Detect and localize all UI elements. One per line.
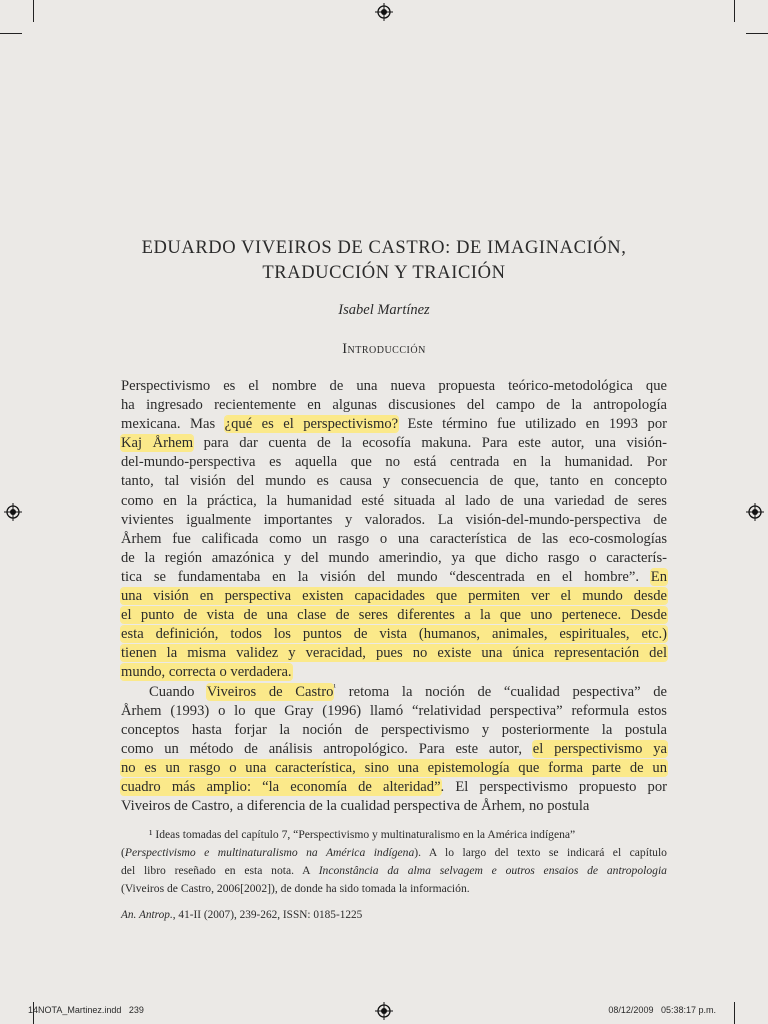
body-line <box>121 415 667 434</box>
body-line <box>121 759 667 778</box>
text-run: del libro reseñado en esta nota. A <box>121 863 319 877</box>
registration-mark-icon <box>375 3 393 21</box>
text-run: . El perspectivismo propuesto por <box>440 778 667 795</box>
footnote <box>121 826 667 898</box>
text-run: Århem (1993) o lo que Gray (1996) llamó “relatividad perspectiva” reformula estos <box>121 702 667 719</box>
text-run: ¹ Ideas tomadas del capítulo 7, “Perspectivismo y multinaturalismo en la América indígena” <box>149 828 576 841</box>
crop-mark-top-left <box>33 0 34 22</box>
text-run: Este término fue utilizado en 1993 por <box>398 416 667 433</box>
crop-mark-top-left-h <box>0 33 22 34</box>
text-run: ha ingresado recientemente en algunas discusiones del campo de la antropología <box>121 397 667 414</box>
journal-details: , 41-II (2007), 239-262, ISSN: 0185-1225 <box>172 909 363 921</box>
registration-mark-icon <box>4 503 22 521</box>
footnote-line <box>121 826 667 844</box>
highlighted-text: esta definición, todos los puntos de vista (humanos, animales, espirituales, etc.) <box>121 626 667 643</box>
footer-file-info: 14NOTA_Martinez.indd 239 <box>28 1005 144 1015</box>
highlighted-text: el perspectivismo ya <box>532 740 667 757</box>
author-name: Isabel Martínez <box>338 302 430 318</box>
section-heading: Introducción <box>342 341 426 357</box>
body-line <box>121 492 667 511</box>
crop-mark-bottom-right <box>734 1002 735 1024</box>
highlighted-text: Kaj Århem <box>121 435 194 452</box>
highlighted-text: una visión en perspectiva existen capacidades que permiten ver el mundo desde <box>121 588 667 605</box>
text-run: tanto, tal visión del mundo es causa y consecuencia de que, tanto en concepto <box>121 473 667 490</box>
text-run: como un método de análisis antropológico. Para este autor, <box>121 740 533 757</box>
body-line <box>121 377 667 396</box>
footnote-marker: ¹ <box>333 681 337 692</box>
text-run: Perspectivismo e multinaturalismo na América indígena <box>124 845 415 859</box>
body-line <box>121 530 667 549</box>
body-line <box>121 625 667 644</box>
body-line <box>121 587 667 606</box>
text-run: conceptos hasta forjar la noción de perspectivismo y posteriormente la postula <box>121 721 667 738</box>
highlighted-text: tienen la misma validez y veracidad, pues no existe una única representación del <box>121 645 667 662</box>
text-run: retoma la noción de “cualidad pespectiva” de <box>336 683 667 700</box>
footnote-line <box>121 862 667 880</box>
highlighted-text: mundo, correcta o verdadera. <box>121 664 292 681</box>
highlighted-text: no es un rasgo o una característica, sino una epistemología que forma parte de un <box>121 759 667 776</box>
text-run: Inconstância da alma selvagem e outros ensaios de antropologia <box>318 863 667 877</box>
body-line <box>121 396 667 415</box>
text-run: para dar cuenta de la ecosofía makuna. Para este autor, una visión- <box>193 435 667 452</box>
text-run: de la región amazónica y del mundo amerindio, ya que dicho rasgo o caracterís- <box>121 549 667 566</box>
footnote-line <box>121 844 667 862</box>
body-line <box>121 740 667 759</box>
text-run: tica se fundamentaba en la visión del mundo “descentrada en el hombre”. <box>121 568 651 585</box>
body-line <box>121 472 667 491</box>
article-title <box>120 236 648 286</box>
body-line <box>121 683 667 702</box>
text-run: mexicana. Mas <box>121 416 225 433</box>
body-line <box>121 778 667 797</box>
journal-name: An. Antrop. <box>121 909 173 921</box>
text-run: del-mundo-perspectiva es aquella que no está centrada en la humanidad. Por <box>121 454 667 471</box>
body-line <box>121 797 667 816</box>
text-run: como en la práctica, la humanidad esté situada al lado de una variedad de seres <box>121 492 667 509</box>
text-run: Viveiros de Castro, a diferencia de la cualidad perspectiva de Århem, no postula <box>121 798 590 815</box>
footnote-line <box>121 880 667 898</box>
text-run: (Viveiros de Castro, 2006[2002]), de donde ha sido tomada la información. <box>121 881 470 895</box>
body-line <box>121 702 667 721</box>
highlighted-text: cuadro más amplio: “la economía de alteridad” <box>121 778 441 795</box>
title-line-2: TRADUCCIÓN Y TRAICIÓN <box>262 263 506 283</box>
highlighted-text: el punto de vista de una clase de seres diferentes a la que uno pertenece. Desde <box>121 607 667 624</box>
text-run: Perspectivismo es el nombre de una nueva propuesta teórico-metodológica que <box>121 378 667 394</box>
title-line-1: EDUARDO VIVEIROS DE CASTRO: DE IMAGINACIÓN, <box>141 238 627 258</box>
footer-timestamp: 08/12/2009 05:38:17 p.m. <box>608 1005 716 1015</box>
body-line <box>121 511 667 530</box>
body-line <box>121 644 667 663</box>
body-line <box>121 606 667 625</box>
body-line <box>121 663 667 682</box>
journal-reference <box>121 909 362 921</box>
text-run: ). A lo largo del texto se indicará el capítulo <box>414 845 667 859</box>
highlighted-text: En <box>650 568 667 585</box>
crop-mark-top-right <box>734 0 735 22</box>
body-line <box>121 453 667 472</box>
body-line <box>121 568 667 587</box>
body-text <box>121 377 667 816</box>
text-run: ( <box>121 845 125 859</box>
registration-mark-icon <box>375 1002 393 1020</box>
body-line <box>121 549 667 568</box>
body-line <box>121 721 667 740</box>
text-run: vivientes igualmente importantes y valorados. La visión-del-mundo-perspectiva de <box>121 511 667 528</box>
text-run: Cuando <box>149 683 207 700</box>
highlighted-text: ¿qué es el perspectivismo? <box>224 416 399 433</box>
registration-mark-icon <box>746 503 764 521</box>
text-run: Århem fue calificada como un rasgo o una característica de las eco-cosmologías <box>121 530 667 547</box>
body-line <box>121 434 667 453</box>
highlighted-text: Viveiros de Castro <box>206 683 334 700</box>
crop-mark-top-right-h <box>746 33 768 34</box>
